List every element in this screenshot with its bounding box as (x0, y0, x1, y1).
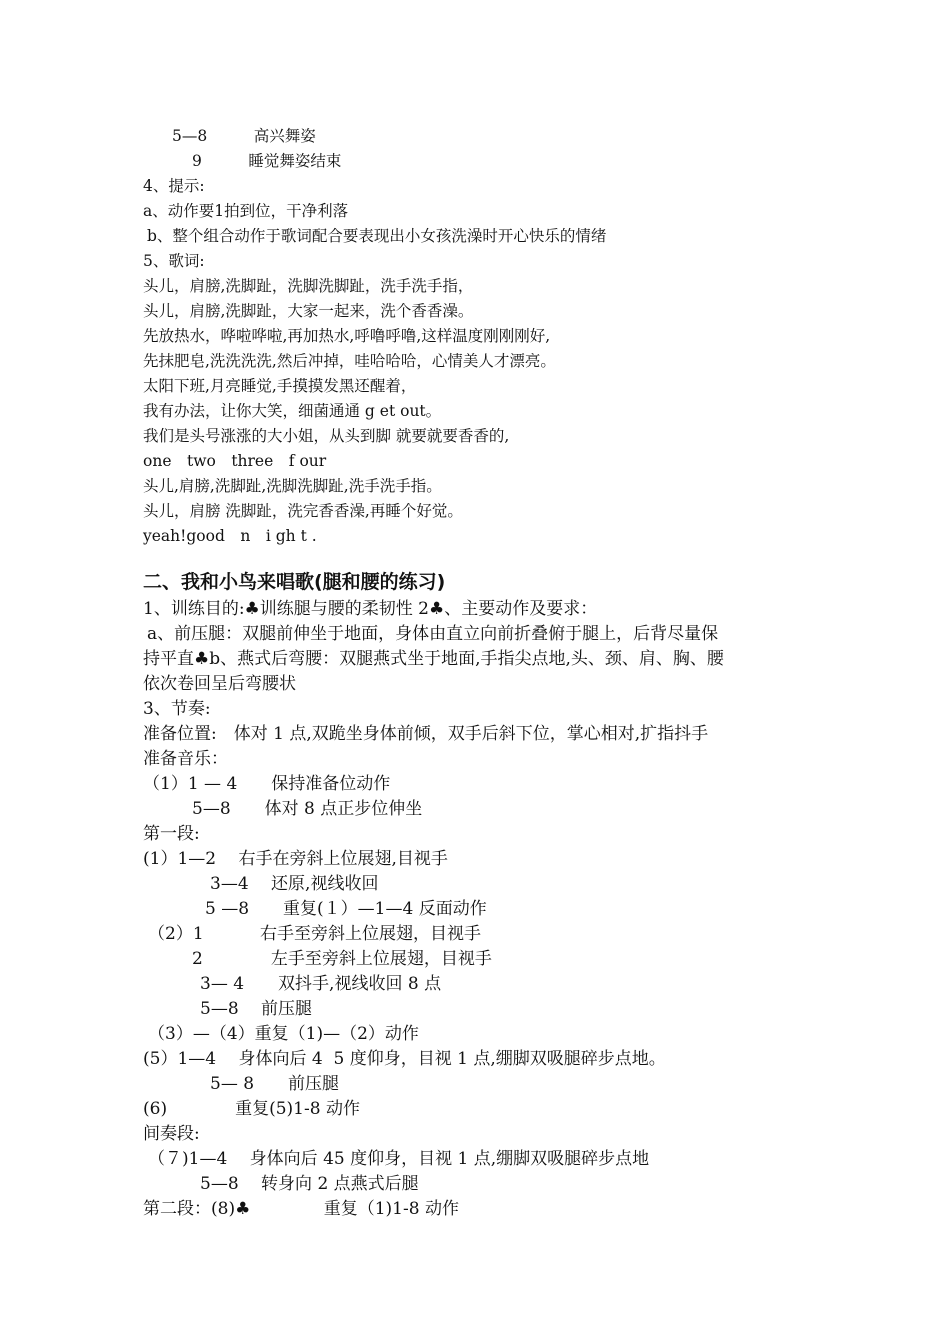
text-line: 准备位置: 体对 1 点,双跪坐身体前倾，双手后斜下位，掌心相对,扩指抖手 (143, 724, 709, 744)
text-line: b、整个组合动作于歌词配合要表现出小女孩洗澡时开心快乐的情绪 (147, 227, 607, 245)
lyric-line: 头儿，肩膀,洗脚趾，大家一起来，洗个香香澡。 (143, 302, 474, 320)
text-line: 1、训练目的:♣训练腿与腰的柔韧性 2♣、主要动作及要求： (143, 599, 598, 619)
text-line: 准备音乐： (143, 749, 228, 769)
lyric-line: 头儿，肩膀 洗脚趾，洗完香香澡,再睡个好觉。 (143, 502, 463, 520)
text-line: （3）—（4）重复（1)—（2）动作 (148, 1024, 419, 1044)
text-line: （７)1—4 身体向后 45 度仰身，目视 1 点,绷脚双吸腿碎步点地 (148, 1149, 650, 1169)
text-line: a、前压腿：双腿前伸坐于地面，身体由直立向前折叠俯于腿上，后背尽量保 (147, 624, 719, 644)
text-line: 3、节奏: (143, 699, 211, 719)
text-line: 9 睡觉舞姿结束 (192, 152, 342, 170)
text-line: 5—8 体对 8 点正步位伸坐 (192, 799, 423, 819)
lyric-line: 先抹肥皂,洗洗洗洗,然后冲掉，哇哈哈哈，心情美人才漂亮。 (143, 352, 556, 370)
text-line: 持平直♣b、燕式后弯腰：双腿燕式坐于地面,手指尖点地,头、颈、肩、胸、腰 (143, 649, 724, 669)
text-line: （1）1 — 4 保持准备位动作 (143, 774, 391, 794)
text-line: （2）1 右手至旁斜上位展翅，目视手 (148, 924, 482, 944)
text-line: (5）1—4 身体向后 4 5 度仰身，目视 1 点,绷脚双吸腿碎步点地。 (143, 1049, 666, 1069)
text-line: 第一段: (143, 824, 200, 844)
text-line: 5—8 前压腿 (200, 999, 313, 1019)
text-line: a、动作要1拍到位，干净利落 (143, 202, 349, 220)
text-line: 5—8 高兴舞姿 (172, 127, 316, 145)
section-heading: 二、我和小鸟来唱歌(腿和腰的练习) (143, 571, 446, 593)
text-line: 3—4 还原,视线收回 (210, 874, 379, 894)
lyric-line: 头儿,肩膀,洗脚趾,洗脚洗脚趾,洗手洗手指。 (143, 477, 442, 495)
text-line: 2 左手至旁斜上位展翅，目视手 (192, 949, 492, 969)
text-line: 间奏段: (143, 1124, 200, 1144)
text-line: 5、歌词: (143, 252, 205, 270)
lyric-line: 太阳下班,月亮睡觉,手摸摸发黑还醒着， (143, 377, 417, 395)
text-line: 5— 8 前压腿 (210, 1074, 340, 1094)
text-line: 第二段：(8)♣ 重复（1)1-8 动作 (143, 1199, 459, 1219)
text-line: 依次卷回呈后弯腰状 (143, 674, 296, 694)
text-line: (1）1—2 右手在旁斜上位展翅,目视手 (143, 849, 448, 869)
text-line: 5—8 转身向 2 点燕式后腿 (200, 1174, 419, 1194)
text-line: 3— 4 双抖手,视线收回 8 点 (200, 974, 442, 994)
text-line: 5 —8 重复(１）—1—4 反面动作 (205, 899, 487, 919)
lyric-line: yeah!good n i gh t . (143, 527, 317, 545)
lyric-line: 我们是头号涨涨的大小姐，从头到脚 就要就要香香的, (143, 427, 510, 445)
lyric-line: 先放热水，哗啦哗啦,再加热水,呼噜呼噜,这样温度刚刚刚好, (143, 327, 551, 345)
lyric-line: 头儿，肩膀,洗脚趾，洗脚洗脚趾，洗手洗手指， (143, 277, 474, 295)
text-line: (6) 重复(5)1-8 动作 (143, 1099, 360, 1119)
text-line: 4、提示: (143, 177, 205, 195)
lyric-line: 我有办法，让你大笑，细菌通通 g et out。 (143, 402, 442, 420)
lyric-line: one two three f our (143, 452, 327, 470)
